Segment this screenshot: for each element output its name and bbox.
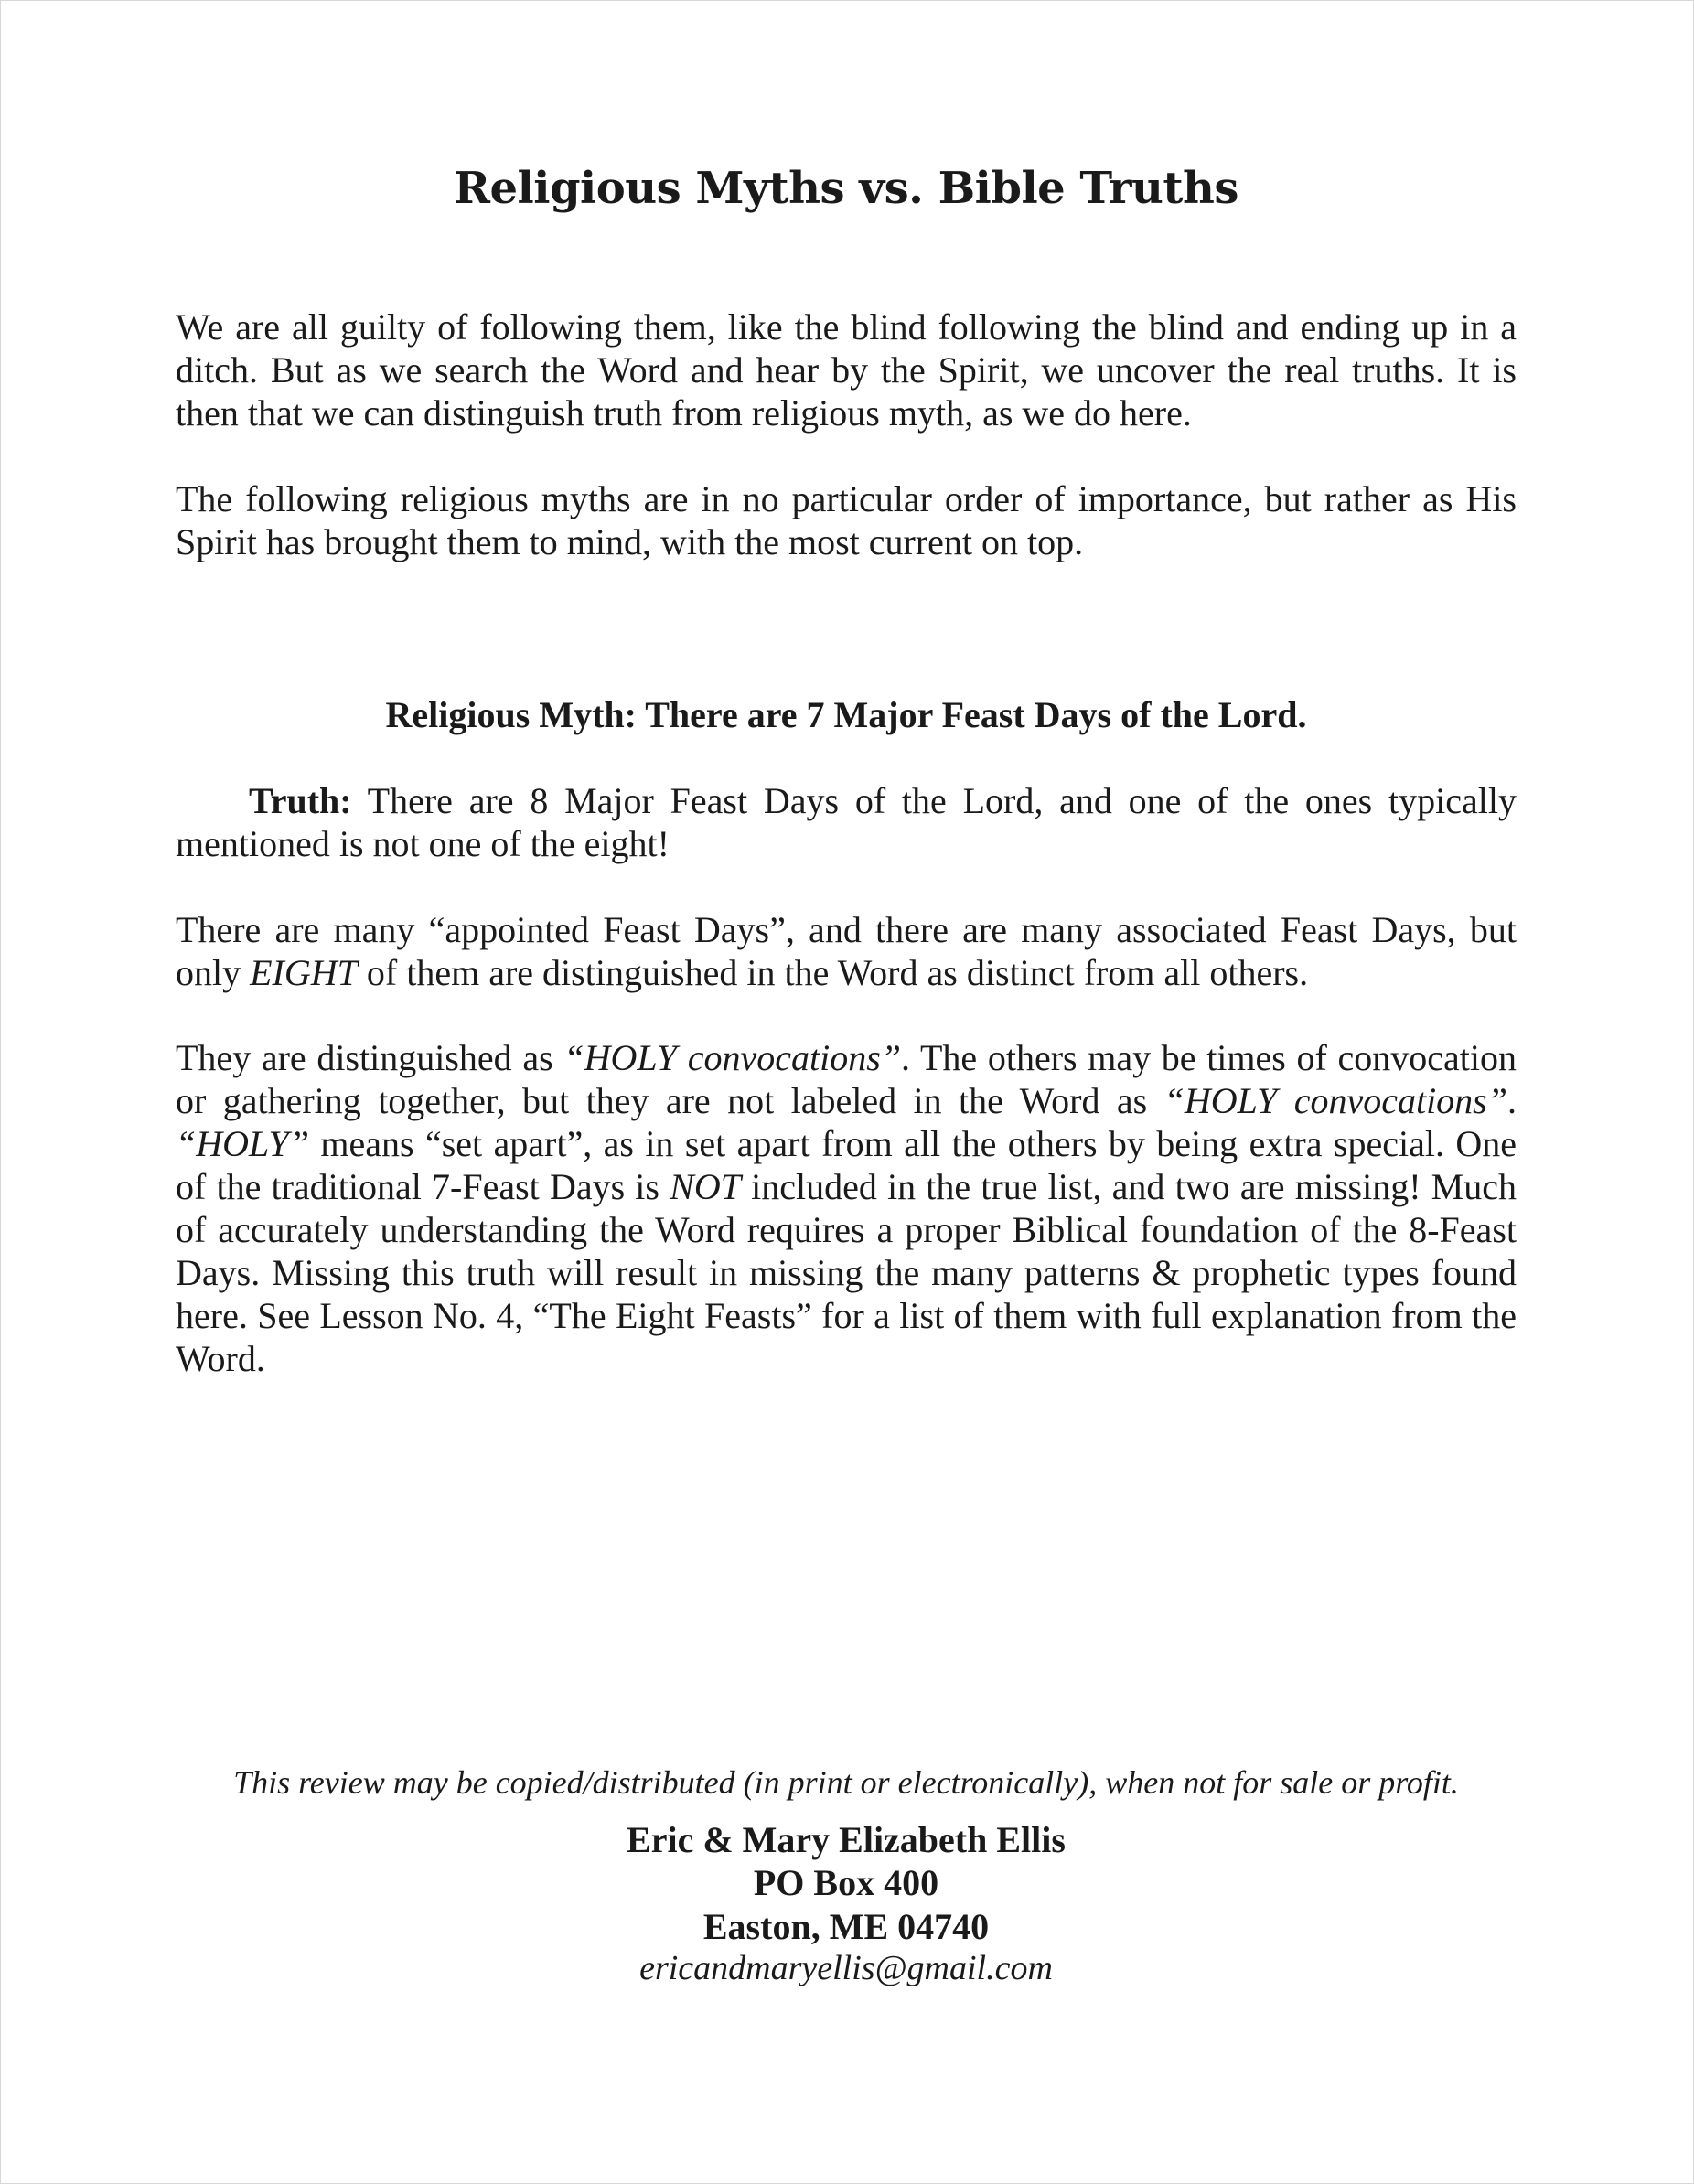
holy-emphasis-1: “HOLY convocations”: [563, 1037, 902, 1078]
holy-text-9: included in the true list, and two are missing! Much of accurately understanding the Word requires a proper Biblical foundation of the 8-Feast Days. Missing this truth will result in missing the many patterns & prophetic types found here. See Lesson No. 4, “The Eight Feasts” for a list of them with full explanation from the Word.: [176, 1166, 1517, 1379]
truth-paragraph: [176, 779, 1517, 865]
author-name: Eric & Mary Elizabeth Ellis: [627, 1819, 1066, 1860]
copy-permission-note: This review may be copied/distributed (in print or electronically), when not for sale or profit.: [233, 1764, 1459, 1801]
myth-heading: Religious Myth: There are 7 Major Feast Days of the Lord.: [385, 694, 1307, 735]
city-state-zip: Easton, ME 04740: [702, 1906, 990, 1947]
holy-emphasis-2: “HOLY convocations”: [1163, 1080, 1507, 1121]
truth-label: Truth:: [249, 780, 352, 821]
truth-text: There are 8 Major Feast Days of the Lord, and one of the ones typically mentioned is not one of the eight!: [176, 780, 1517, 864]
appointed-text-a: There are many “appointed Feast Days”, and there are many associated Feast Days, but only: [176, 909, 1517, 993]
holy-text-7: means “set apart”, as in set apart from all the others by being extra special. One of the traditional 7-Feast Days is: [176, 1123, 1517, 1207]
document-body: [176, 0, 1517, 2184]
holy-text-3: . The others may be times of convocation or gathering together, but they are not labeled in the Word as: [176, 1037, 1517, 1121]
po-box: PO Box 400: [753, 1862, 939, 1903]
appointed-text-b: of them are distinguished in the Word as distinct from all others.: [357, 952, 1309, 993]
eight-emphasis: EIGHT: [250, 952, 358, 993]
holy-text-5: .: [1507, 1080, 1517, 1121]
appointed-feasts-paragraph: [176, 908, 1517, 994]
email-address[interactable]: ericandmaryellis@gmail.com: [639, 1949, 1053, 1987]
not-emphasis: NOT: [670, 1166, 741, 1207]
holy-convocations-paragraph: [176, 1036, 1517, 1380]
holy-emphasis-3: “HOLY”: [176, 1123, 309, 1164]
intro-paragraph-2: The following religious myths are in no particular order of importance, but rather as His Spirit has brought them to mind, with the most current on top.: [176, 478, 1517, 562]
page-title: Religious Myths vs. Bible Truths: [454, 163, 1238, 214]
intro-paragraph-1: We are all guilty of following them, like the blind following the blind and ending up in a ditch. But as we search the Word and hear by the Spirit, we uncover the real truths. It is then that we can distinguish truth from religious myth, as we do here.: [176, 306, 1517, 434]
holy-text-1: They are distinguished as: [176, 1037, 564, 1078]
